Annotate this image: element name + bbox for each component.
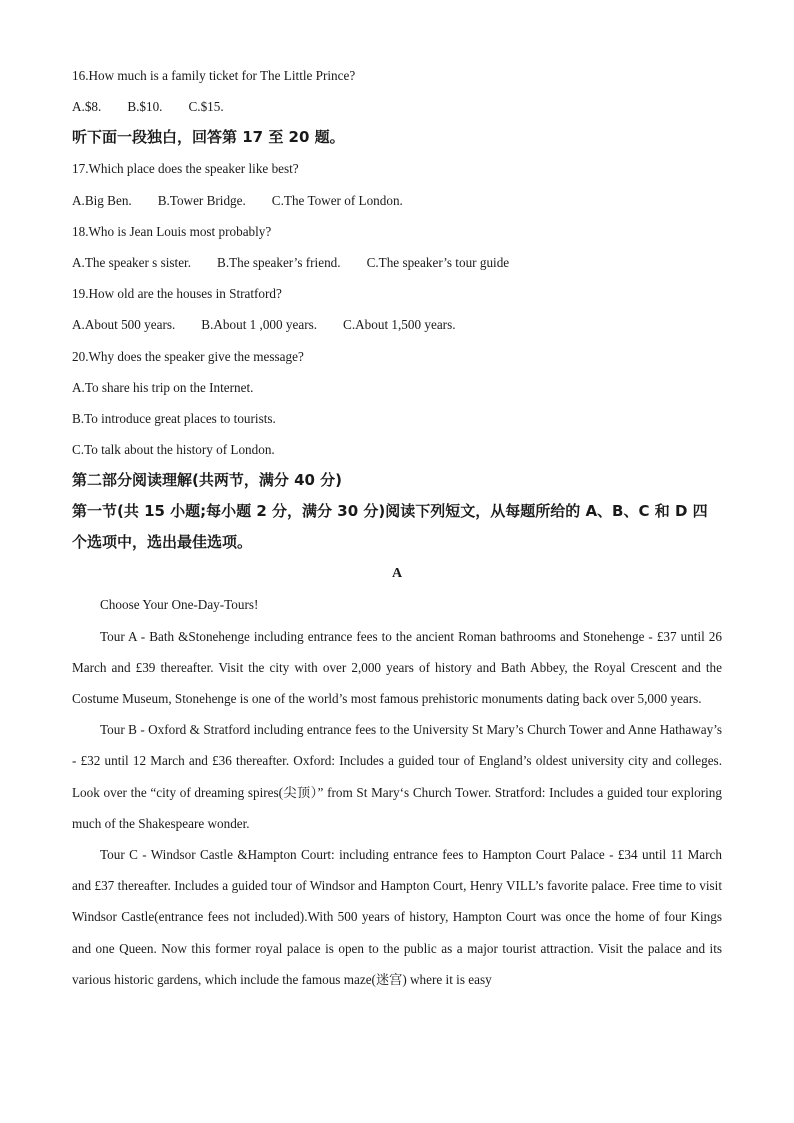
question-16: 16.How much is a family ticket for The Little Prince? bbox=[72, 68, 356, 83]
question-17: 17.Which place does the speaker like best? bbox=[72, 161, 299, 177]
option-c: C.$15. bbox=[188, 99, 224, 115]
question-20: 20.Why does the speaker give the message? bbox=[72, 348, 304, 364]
option-c: C.The speaker’s tour guide bbox=[366, 255, 510, 271]
question-16-options bbox=[72, 91, 722, 122]
section-1-heading: 第一节(共 15 小题;每小题 2 分，满分 30 分)阅读下列短文，从每题所给的 A、B、C 和 D 四个选项中，选出最佳选项。 bbox=[72, 502, 708, 552]
option-b: B.$10. bbox=[127, 99, 163, 115]
passage-title: A bbox=[391, 566, 403, 582]
exam-page bbox=[72, 60, 722, 995]
section-heading-17-20: 听下面一段独白，回答第 17 至 20 题。 bbox=[72, 128, 345, 147]
question-18: 18.Who is Jean Louis most probably? bbox=[72, 223, 272, 239]
tour-b-paragraph: Tour B - Oxford & Stratford including entrance fees to the University St Mary’s Church Tower and Anne Hathaway’s - £32 until 12 March and £36 thereafter. Oxford: Includes a guided tour of England’s oldest university city and colleges. Look over the “city of dreaming spires(尖顶）” from St Mary‘s Church Tower. Stratford: Includes a guided tour exploring much of the Shakespeare wonder. bbox=[72, 722, 722, 831]
option-a: A.Big Ben. bbox=[72, 192, 132, 208]
option-a: A.About 500 years. bbox=[72, 317, 176, 333]
passage-intro: Choose Your One-Day-Tours! bbox=[100, 597, 259, 613]
option-b: B.To introduce great places to tourists. bbox=[72, 411, 276, 427]
question-19: 19.How old are the houses in Stratford? bbox=[72, 286, 282, 302]
option-b: B.Tower Bridge. bbox=[157, 192, 246, 208]
option-c: C.The Tower of London. bbox=[271, 192, 403, 208]
tour-c-paragraph: Tour C - Windsor Castle &Hampton Court: including entrance fees to Hampton Court Palace - £34 until 11 March and £37 thereafter. Includes a guided tour of Windsor and Hampton Court, Henry VILL’s favorite palace. Free time to visit Windsor Castle(entrance fees not included).With 500 years of history, Hampton Court was once the home of four Kings and one Queen. Now this former royal palace is open to the public as a major tourist attraction. Visit the palace and its various historic gardens, which include the famous maze(迷宫) where it is easy bbox=[72, 847, 722, 987]
tour-a-paragraph: Tour A - Bath &Stonehenge including entrance fees to the ancient Roman bathrooms and Stonehenge - £37 until 26 March and £39 thereafter. Visit the city with over 2,000 years of history and Bath Abbey, the Royal Crescent and the Costume Museum, Stonehenge is one of the world’s most famous prehistoric monuments dating back over 5,000 years. bbox=[72, 628, 722, 707]
option-a: A.$8. bbox=[72, 99, 102, 115]
option-a: A.To share his trip on the Internet. bbox=[72, 379, 254, 395]
option-a: A.The speaker s sister. bbox=[72, 255, 192, 271]
option-c: C.To talk about the history of London. bbox=[72, 442, 275, 458]
question-17-options bbox=[72, 185, 722, 216]
question-18-options bbox=[72, 247, 722, 278]
option-b: B.The speaker’s friend. bbox=[217, 255, 341, 271]
question-19-options bbox=[72, 309, 722, 340]
part-2-heading: 第二部分阅读理解(共两节，满分 40 分) bbox=[72, 471, 343, 490]
option-b: B.About 1 ,000 years. bbox=[201, 317, 318, 333]
option-c: C.About 1,500 years. bbox=[343, 317, 456, 333]
